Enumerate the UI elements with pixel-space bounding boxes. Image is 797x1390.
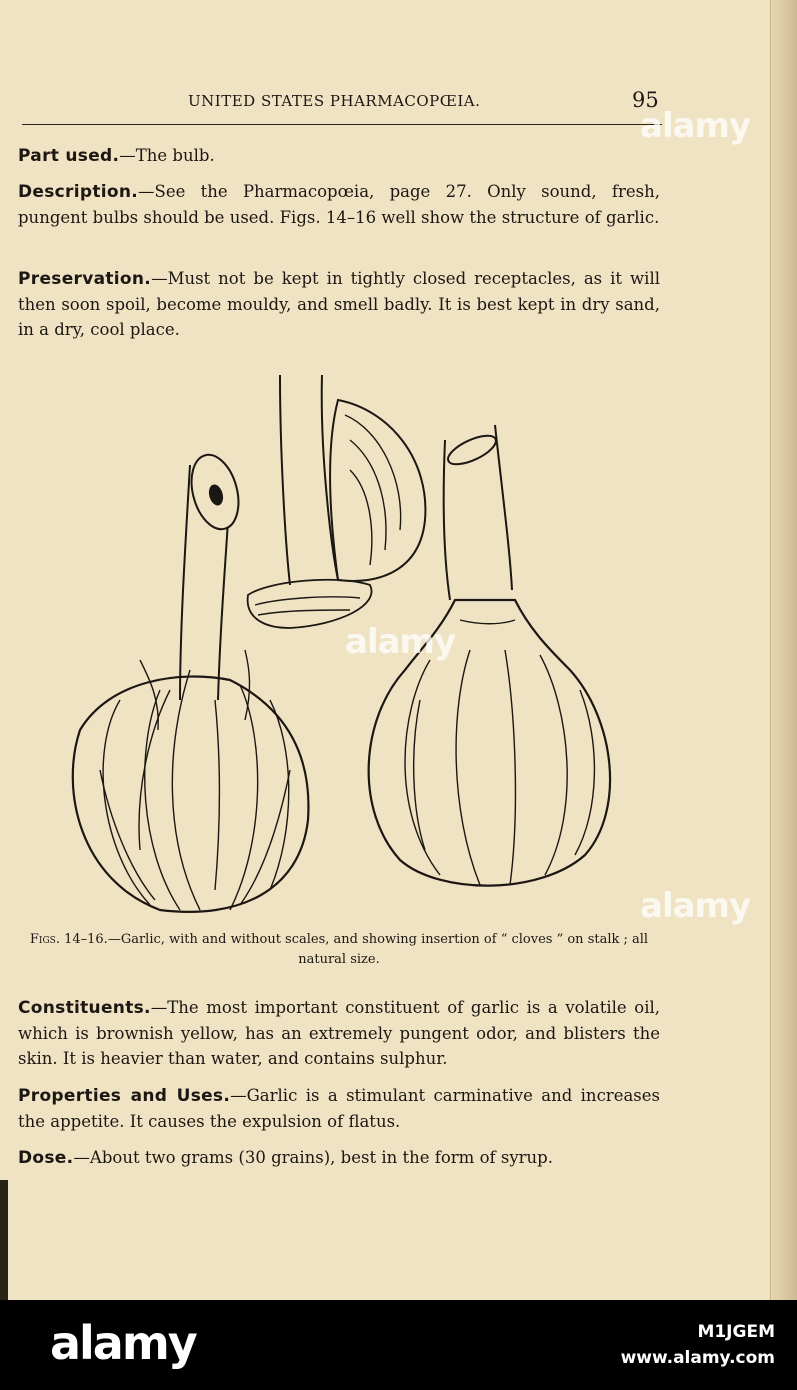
garlic-with-cloves-drawing	[73, 450, 309, 912]
garlic-illustration	[40, 370, 640, 920]
preservation-text: —Must not be kept in tightly closed receptacles, as it will then soon spoil, become mouldy, and smell badly. It is best kept in dry sand, in a dry, cool place.	[18, 269, 660, 339]
stock-logo: alamy	[50, 1316, 196, 1370]
dose-heading: Dose.	[18, 1148, 74, 1168]
stock-url: www.alamy.com	[620, 1348, 775, 1368]
description-heading: Description.	[18, 182, 139, 202]
running-title: UNITED STATES PHARMACOPŒIA.	[188, 92, 481, 110]
constituents-paragraph	[18, 995, 660, 1071]
image-id: M1JGEM	[697, 1322, 775, 1342]
preservation-paragraph	[18, 266, 660, 342]
constituents-heading: Constituents.	[18, 998, 151, 1018]
properties-paragraph	[18, 1083, 660, 1134]
part-used-paragraph	[18, 143, 660, 169]
part-used-heading: Part used.	[18, 146, 120, 166]
header-rule	[22, 124, 662, 125]
properties-heading: Properties and Uses.	[18, 1086, 231, 1106]
clove-on-stalk-drawing	[248, 375, 426, 628]
watermark-lower: alamy	[640, 886, 751, 926]
dose-paragraph	[18, 1145, 660, 1171]
description-paragraph	[18, 179, 660, 230]
part-used-text: —The bulb.	[119, 146, 215, 165]
dose-text: —About two grams (30 grains), best in the form of syrup.	[73, 1148, 553, 1167]
caption-label: Figs. 14–16.	[29, 932, 108, 947]
watermark-top: alamy	[640, 106, 751, 146]
caption-text: —Garlic, with and without scales, and showing insertion of “ cloves ” on stalk ; all natural size.	[107, 932, 649, 967]
page-edge	[770, 0, 797, 1300]
page-shadow	[0, 1180, 8, 1300]
watermark-middle: alamy	[345, 622, 456, 662]
page-number: 95	[632, 88, 659, 112]
description-text: —See the Pharmacopœia, page 27. Only sound, fresh, pungent bulbs should be used. Figs. 14–16 well show the structure of garlic.	[18, 182, 660, 227]
figure-caption	[18, 930, 660, 970]
constituents-text: —The most important constituent of garlic is a volatile oil, which is brownish yellow, has an extremely pungent odor, and blisters the skin. It is heavier than water, and contains sulphur.	[18, 998, 660, 1068]
preservation-heading: Preservation.	[18, 269, 152, 289]
properties-text: —Garlic is a stimulant carminative and increases the appetite. It causes the expulsion of flatus.	[18, 1086, 660, 1131]
